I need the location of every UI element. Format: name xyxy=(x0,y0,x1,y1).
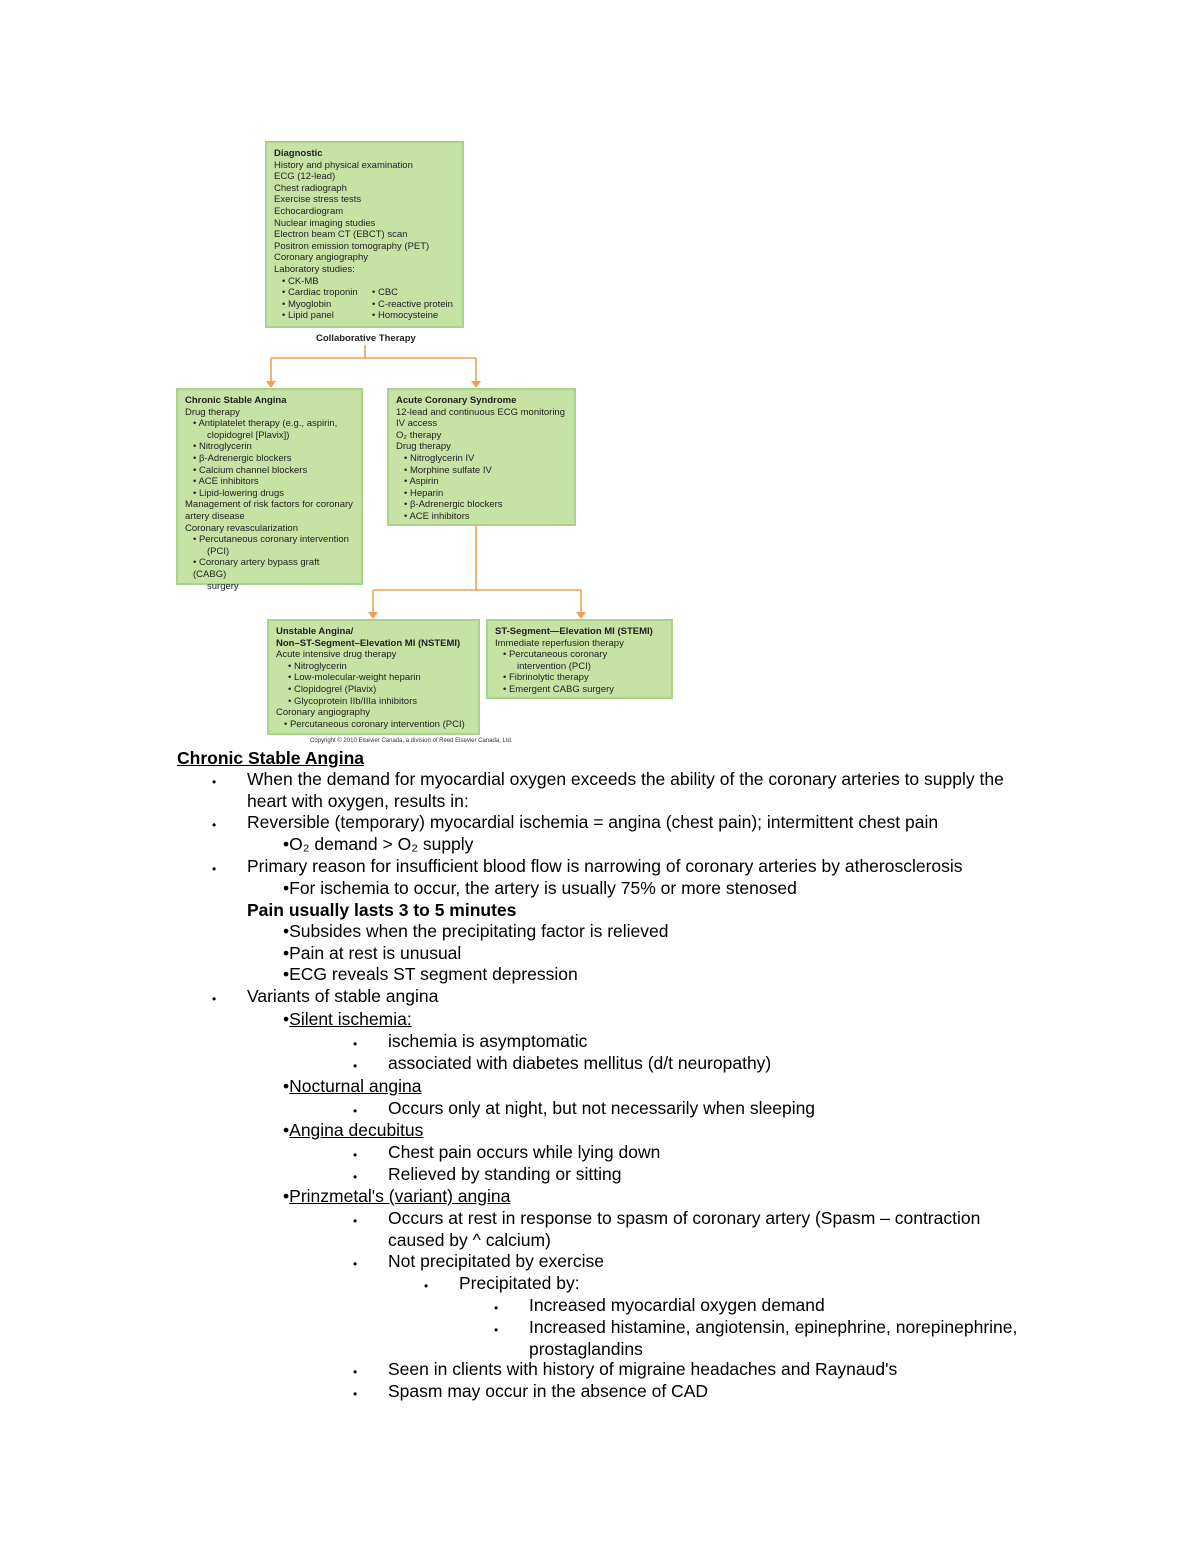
box-line: • Glycoprotein IIb/IIIa inhibitors xyxy=(288,695,417,707)
note-line xyxy=(283,1185,510,1207)
box-line: • Fibrinolytic therapy xyxy=(503,672,589,684)
note-line: associated with diabetes mellitus (d/t neuropathy) xyxy=(388,1053,772,1073)
box-line: • Antiplatelet therapy (e.g., aspirin, xyxy=(193,418,338,430)
collaborative-therapy-label: Collaborative Therapy xyxy=(316,333,416,344)
box-line: IV access xyxy=(396,418,438,430)
note-line: •For ischemia to occur, the artery is usually 75% or more stenosed xyxy=(283,878,797,898)
lab-studies-grid xyxy=(274,276,455,322)
box-line: Coronary angiography xyxy=(276,707,371,719)
bullet-char: • xyxy=(283,1186,290,1206)
copyright-notice: Copyright © 2010 Elsevier Canada, a division of Reed Elsevier Canada, Ltd. xyxy=(310,738,513,744)
note-line: prostaglandins xyxy=(529,1339,643,1359)
box-line: Drug therapy xyxy=(185,406,240,418)
box-line: • β-Adrenergic blockers xyxy=(193,452,292,464)
bullet-marker: • xyxy=(212,818,217,832)
note-line: Increased myocardial oxygen demand xyxy=(529,1295,825,1315)
bullet-marker: • xyxy=(353,1059,358,1073)
note-line: Reversible (temporary) myocardial ischemia = angina (chest pain); intermittent chest pain xyxy=(247,812,939,832)
box-title: Diagnostic xyxy=(274,148,323,159)
box-line: • Lipid-lowering drugs xyxy=(193,487,284,499)
diagnostic-box xyxy=(265,141,464,328)
box-line: • Low-molecular-weight heparin xyxy=(288,672,421,684)
box-line: • β-Adrenergic blockers xyxy=(404,499,503,511)
box-line: • Myoglobin xyxy=(282,298,332,310)
acute-coronary-syndrome-box xyxy=(387,388,576,526)
box-line: • Percutaneous coronary intervention xyxy=(193,534,349,546)
box-line: Exercise stress tests xyxy=(274,194,362,206)
arrow-head xyxy=(266,381,276,388)
variant-title: Prinzmetal's (variant) angina xyxy=(289,1186,511,1206)
box-line: Acute intensive drug therapy xyxy=(276,649,397,661)
box-line: • Percutaneous coronary xyxy=(503,649,608,661)
box-line: • Homocysteine xyxy=(372,310,439,322)
bullet-char: • xyxy=(283,1120,290,1140)
bullet-marker: • xyxy=(353,1148,358,1162)
box-line: Drug therapy xyxy=(396,441,451,453)
bullet-marker: • xyxy=(353,1104,358,1118)
box-line: • Coronary artery bypass graft (CABG) xyxy=(193,557,320,580)
stemi-lines xyxy=(495,638,664,696)
box-line: Management of risk factors for coronary xyxy=(185,499,353,511)
box-line: 12-lead and continuous ECG monitoring xyxy=(396,406,565,418)
box-title: Acute Coronary Syndrome xyxy=(396,395,517,406)
box-line: • Nitroglycerin xyxy=(288,660,347,672)
note-line: Chest pain occurs while lying down xyxy=(388,1142,661,1162)
bullet-marker: • xyxy=(494,1323,499,1337)
box-line: Immediate reperfusion therapy xyxy=(495,637,624,649)
arrow-head xyxy=(471,381,481,388)
box-title-2: Non–ST-Segment–Elevation MI (NSTEMI) xyxy=(276,637,461,649)
box-line: • ACE inhibitors xyxy=(404,510,470,522)
box-line: surgery xyxy=(207,580,239,592)
box-line xyxy=(372,276,462,288)
section-heading: Chronic Stable Angina xyxy=(177,748,365,768)
chronic-lines xyxy=(185,407,354,593)
bullet-char: • xyxy=(283,1076,290,1096)
box-line: Positron emission tomography (PET) xyxy=(274,240,430,252)
box-line: Chest radiograph xyxy=(274,182,347,194)
arrow-head xyxy=(576,612,586,619)
note-line: Not precipitated by exercise xyxy=(388,1251,604,1271)
nstemi-box xyxy=(267,619,480,735)
box-line: • ACE inhibitors xyxy=(193,476,259,488)
variant-title: Nocturnal angina xyxy=(289,1076,422,1096)
bullet-char: • xyxy=(283,1009,290,1029)
box-line: • CK-MB xyxy=(282,275,319,287)
stemi-box xyxy=(486,619,673,699)
nstemi-lines xyxy=(276,649,471,730)
bullet-marker: • xyxy=(212,992,217,1006)
acs-lines xyxy=(396,407,567,523)
arrow-head xyxy=(368,612,378,619)
box-title: Unstable Angina/ xyxy=(276,626,354,637)
box-line: • Aspirin xyxy=(404,476,439,488)
note-line: Variants of stable angina xyxy=(247,986,439,1006)
box-line: History and physical examination xyxy=(274,159,413,171)
note-line: When the demand for myocardial oxygen exceeds the ability of the coronary arteries to supply the xyxy=(247,769,1004,789)
note-line: •Subsides when the precipitating factor is relieved xyxy=(283,921,669,941)
variant-title: Angina decubitus xyxy=(289,1120,424,1140)
chronic-stable-angina-box xyxy=(176,388,363,592)
note-line xyxy=(283,1075,421,1097)
box-line: • Heparin xyxy=(404,487,444,499)
box-line: Coronary revascularization xyxy=(185,522,298,534)
note-line: Relieved by standing or sitting xyxy=(388,1164,622,1184)
box-line: O₂ therapy xyxy=(396,429,442,441)
variant-title: Silent ischemia: xyxy=(289,1009,412,1029)
box-title: Chronic Stable Angina xyxy=(185,395,287,406)
note-line: •O₂ demand > O₂ supply xyxy=(283,834,474,854)
bullet-marker: • xyxy=(353,1365,358,1379)
box-line: • Cardiac troponin xyxy=(282,287,358,299)
note-line: Seen in clients with history of migraine headaches and Raynaud's xyxy=(388,1359,898,1379)
bullet-marker: • xyxy=(494,1301,499,1315)
note-line xyxy=(283,1008,412,1030)
box-line: Laboratory studies: xyxy=(274,263,355,275)
box-line: • Percutaneous coronary intervention (PCI) xyxy=(284,718,465,730)
note-line xyxy=(283,1119,423,1141)
box-line: • Lipid panel xyxy=(282,310,334,322)
lab-list-right xyxy=(372,276,462,322)
note-line: •ECG reveals ST segment depression xyxy=(283,964,578,984)
box-line: • Clopidogrel (Plavix) xyxy=(288,683,377,695)
box-line: intervention (PCI) xyxy=(517,660,591,672)
note-line: Pain usually lasts 3 to 5 minutes xyxy=(247,900,517,920)
bullet-marker: • xyxy=(353,1214,358,1228)
box-line: clopidogrel [Plavix]) xyxy=(207,429,290,441)
box-line: ECG (12-lead) xyxy=(274,171,336,183)
box-line: • Calcium channel blockers xyxy=(193,464,308,476)
note-line: Primary reason for insufficient blood flow is narrowing of coronary arteries by atherosclerosis xyxy=(247,856,963,876)
note-line: Occurs at rest in response to spasm of coronary artery (Spasm – contraction xyxy=(388,1208,981,1228)
diagnostic-items xyxy=(274,160,455,276)
note-line: ischemia is asymptomatic xyxy=(388,1031,588,1051)
box-line: • Nitroglycerin IV xyxy=(404,452,475,464)
note-line: heart with oxygen, results in: xyxy=(247,791,469,811)
box-line: Nuclear imaging studies xyxy=(274,217,376,229)
box-line: • Nitroglycerin xyxy=(193,441,252,453)
note-line: Increased histamine, angiotensin, epinephrine, norepinephrine, xyxy=(529,1317,1018,1337)
note-line: •Pain at rest is unusual xyxy=(283,943,462,963)
box-line: artery disease xyxy=(185,510,245,522)
bullet-marker: • xyxy=(212,862,217,876)
note-line: Spasm may occur in the absence of CAD xyxy=(388,1381,709,1401)
bullet-marker: • xyxy=(424,1279,429,1293)
note-line: Occurs only at night, but not necessarily when sleeping xyxy=(388,1098,816,1118)
note-line: caused by ^ calcium) xyxy=(388,1230,551,1250)
box-line: • C-reactive protein xyxy=(372,298,453,310)
lab-list-left xyxy=(282,276,372,322)
bullet-marker: • xyxy=(212,775,217,789)
box-line: Coronary angiography xyxy=(274,252,369,264)
box-line: • CBC xyxy=(372,287,399,299)
note-line: Precipitated by: xyxy=(459,1273,580,1293)
box-title: ST-Segment—Elevation MI (STEMI) xyxy=(495,626,653,637)
bullet-marker: • xyxy=(353,1170,358,1184)
bullet-marker: • xyxy=(353,1037,358,1051)
box-line: • Morphine sulfate IV xyxy=(404,464,492,476)
box-line: Echocardiogram xyxy=(274,205,344,217)
bullet-marker: • xyxy=(353,1257,358,1271)
box-line: (PCI) xyxy=(207,545,230,557)
box-line: • Emergent CABG surgery xyxy=(503,683,615,695)
box-line: Electron beam CT (EBCT) scan xyxy=(274,229,408,241)
bullet-marker: • xyxy=(353,1387,358,1401)
